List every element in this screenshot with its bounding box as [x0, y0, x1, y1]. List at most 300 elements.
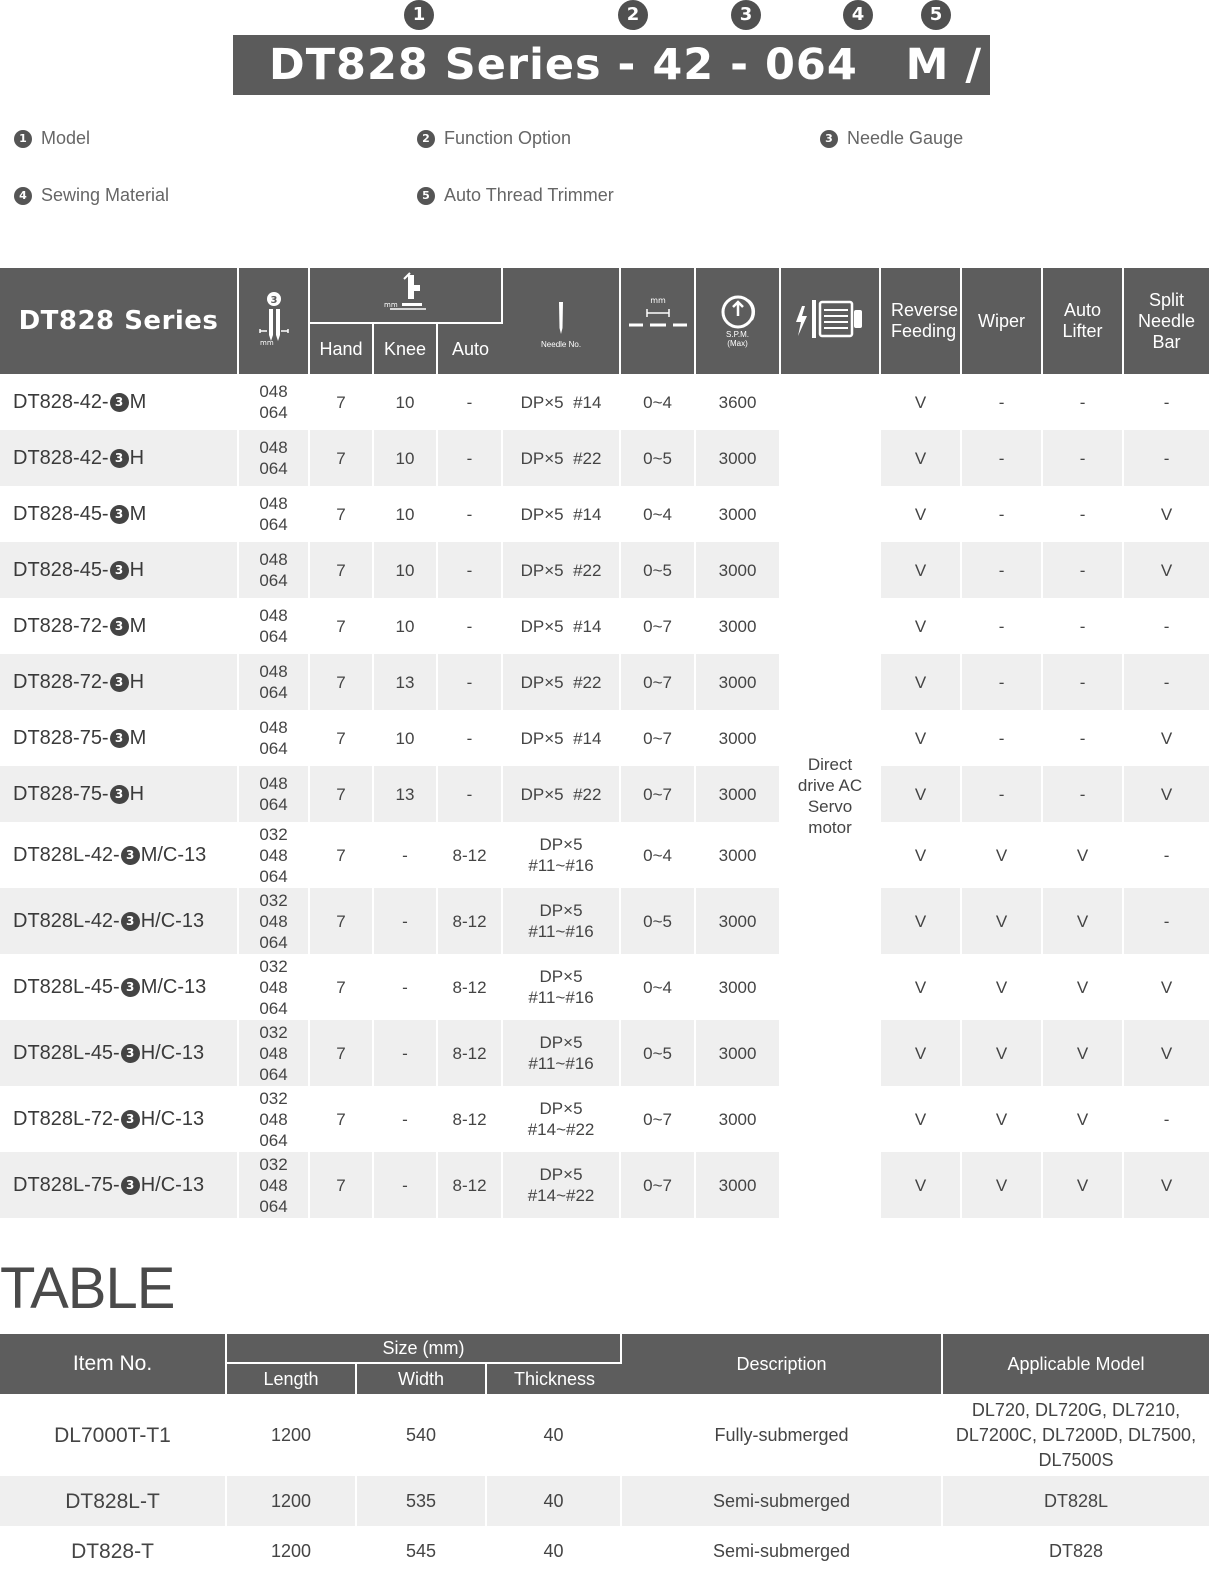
spm-cell: 3000: [696, 542, 781, 598]
stitch-length-cell: 0~4: [621, 486, 696, 542]
legend-label: Needle Gauge: [847, 128, 964, 148]
model-suffix: M: [129, 614, 147, 637]
lift-auto-header: Auto: [438, 324, 503, 374]
table-row: [0, 1152, 1209, 1218]
lift-auto-cell: -: [438, 710, 503, 766]
stitch-length-cell: 0~5: [621, 1020, 696, 1086]
model-suffix: M: [129, 390, 147, 413]
legend-circle: 5: [417, 187, 435, 205]
lift-knee-cell: -: [374, 888, 438, 954]
feature-split-cell: -: [1163, 845, 1170, 865]
legend-sewing-material: [14, 185, 169, 206]
motor-cell: Direct drive AC Servo motor: [781, 374, 881, 1218]
lift-knee-cell: -: [374, 1086, 438, 1152]
needle-cell: [503, 542, 621, 598]
lift-auto-cell: 8-12: [438, 1152, 503, 1218]
needle-value: #11~#16: [528, 922, 594, 941]
lift-auto-cell: -: [438, 766, 503, 822]
gauge-cell: [239, 1152, 310, 1218]
spm-cell: 3000: [696, 766, 781, 822]
feature-rev-cell: V: [881, 1086, 962, 1152]
needle-value: #11~#16: [528, 988, 594, 1007]
needle-cell: [503, 1020, 621, 1086]
lift-unit: mm: [383, 300, 398, 309]
desc-cell: Semi-submerged: [622, 1526, 943, 1576]
spm-cell: 3000: [696, 1152, 781, 1218]
lift-auto-cell: -: [438, 654, 503, 710]
gauge-value: 048: [259, 1175, 288, 1195]
model-prefix: DT828L-45-: [13, 1041, 120, 1064]
lift-hand-cell: 7: [310, 654, 374, 710]
lift-hand-cell: 7: [310, 1086, 374, 1152]
lift-auto-cell: 8-12: [438, 1020, 503, 1086]
model-cell: [0, 598, 239, 654]
feature-split-cell: -: [1163, 392, 1170, 412]
desc-cell: Semi-submerged: [622, 1476, 943, 1526]
lift-hand-cell: 7: [310, 430, 374, 486]
series-header: [0, 268, 239, 374]
code-circle-3: 3: [731, 0, 761, 30]
lift-knee-cell: 10: [374, 430, 438, 486]
model-cell: [0, 430, 239, 486]
feature-wiper-cell: -: [962, 710, 1043, 766]
table-accessory-table: [0, 1334, 1209, 1576]
model-cell: [0, 374, 239, 430]
model-suffix: M: [129, 502, 147, 525]
feature-split-cell: -: [1163, 616, 1170, 636]
needle-value: DP×5 #14: [520, 616, 602, 636]
needle-value: DP×5 #22: [520, 448, 602, 468]
model-prefix: DT828-42-: [13, 446, 109, 469]
gauge-value: 032: [259, 956, 288, 976]
description-header: Description: [622, 1334, 943, 1394]
needle-value: DP×5: [539, 1165, 583, 1184]
gauge-value: 064: [259, 459, 288, 478]
needle-gauge-marker: 3: [110, 673, 129, 692]
lift-hand-cell: 7: [310, 542, 374, 598]
gauge-value: 064: [259, 998, 288, 1018]
gauge-value: 064: [259, 515, 288, 534]
feature-lifter-cell: -: [1043, 374, 1124, 430]
auto-lifter-header: Auto Lifter: [1043, 268, 1124, 374]
gauge-value: 032: [259, 1088, 288, 1108]
model-suffix: H: [129, 446, 145, 469]
gauge-value: 048: [259, 911, 288, 931]
needle-gauge-marker: 3: [110, 561, 129, 580]
gauge-value: 032: [259, 890, 288, 910]
needle-cell: [503, 822, 621, 888]
length-cell: 1200: [227, 1526, 357, 1576]
feature-lifter-cell: V: [1043, 954, 1124, 1020]
feature-lifter-cell: -: [1043, 542, 1124, 598]
lift-hand-cell: 7: [310, 888, 374, 954]
spm-max-label: (Max): [727, 339, 748, 348]
needle-gauge-icon: [254, 291, 294, 347]
legend-auto-thread-trimmer: [417, 185, 614, 206]
model-prefix: DT828-72-: [13, 614, 109, 637]
lift-hand-header: Hand: [310, 324, 374, 374]
needle-value: DP×5: [539, 901, 583, 920]
code-circle-5: 5: [921, 0, 951, 30]
lift-hand-cell: 7: [310, 598, 374, 654]
stitch-length-cell: 0~5: [621, 430, 696, 486]
item-no-header: Item No.: [0, 1334, 227, 1394]
gauge-value: 048: [259, 382, 288, 401]
model-prefix: DT828-75-: [13, 782, 109, 805]
feature-rev-cell: V: [881, 1020, 962, 1086]
code-circle-1: 1: [404, 0, 434, 30]
model-prefix: DT828-72-: [13, 670, 109, 693]
needle-gauge-marker: 3: [121, 1044, 140, 1063]
legend-circle: 3: [820, 130, 838, 148]
model-cell: [0, 542, 239, 598]
spm-cell: 3000: [696, 654, 781, 710]
gauge-value: 048: [259, 1109, 288, 1129]
legend-function-option: [417, 128, 571, 149]
needle-value: #11~#16: [528, 1054, 594, 1073]
lift-knee-cell: 13: [374, 654, 438, 710]
stitch-length-icon: [625, 289, 691, 349]
applicable-model-line: DT828L: [1043, 1490, 1109, 1511]
length-header: Length: [227, 1364, 357, 1394]
model-cell: [0, 822, 239, 888]
feature-wiper-cell: -: [962, 430, 1043, 486]
needle-gauge-marker: 3: [121, 978, 140, 997]
applicable-model-line: DT828: [1048, 1540, 1104, 1561]
feature-lifter-cell: V: [1043, 822, 1124, 888]
spm-cell: 3000: [696, 954, 781, 1020]
lift-knee-cell: 10: [374, 486, 438, 542]
spm-label: S.P.M.: [726, 330, 750, 339]
needle-gauge-marker: 3: [110, 449, 129, 468]
gauge-cell: [239, 1020, 310, 1086]
needle-gauge-marker: 3: [110, 617, 129, 636]
model-prefix: DT828L-45-: [13, 975, 120, 998]
lift-knee-cell: -: [374, 954, 438, 1020]
model-cell: [0, 1086, 239, 1152]
table-section-heading: TABLE: [0, 1256, 175, 1321]
needle-cell: [503, 710, 621, 766]
width-cell: 540: [357, 1394, 487, 1476]
lift-knee-cell: -: [374, 822, 438, 888]
feature-wiper-cell: V: [962, 1086, 1043, 1152]
gauge-value: 064: [259, 403, 288, 422]
gauge-value: 064: [259, 932, 288, 952]
lift-knee-cell: -: [374, 1020, 438, 1086]
model-suffix: H/C-13: [140, 1107, 205, 1130]
needle-label: Needle No.: [541, 339, 582, 349]
spm-cell: 3000: [696, 1020, 781, 1086]
gauge-value: 048: [259, 718, 288, 737]
presser-lift-header: [310, 268, 503, 324]
feature-rev-cell: V: [881, 598, 962, 654]
needle-cell: [503, 954, 621, 1020]
feature-rev-cell: V: [881, 710, 962, 766]
model-cell: [0, 486, 239, 542]
feature-rev-cell: V: [881, 1152, 962, 1218]
feature-lifter-cell: V: [1043, 1086, 1124, 1152]
width-cell: 535: [357, 1476, 487, 1526]
gauge-cell: [239, 542, 310, 598]
lift-knee-cell: -: [374, 1152, 438, 1218]
needle-value: DP×5: [539, 1033, 583, 1052]
lift-knee-cell: 10: [374, 542, 438, 598]
gauge-cell: [239, 654, 310, 710]
stitch-length-header: [621, 268, 696, 374]
lift-hand-cell: 7: [310, 710, 374, 766]
thickness-cell: 40: [487, 1526, 622, 1576]
table-row: [0, 766, 1209, 822]
lift-knee-cell: 10: [374, 374, 438, 430]
legend-needle-gauge: [820, 128, 963, 149]
table-row: [0, 888, 1209, 954]
needle-cell: [503, 430, 621, 486]
needle-value: #11~#16: [528, 856, 594, 875]
thickness-cell: 40: [487, 1394, 622, 1476]
table-row: [0, 430, 1209, 486]
lift-auto-cell: -: [438, 430, 503, 486]
length-cell: 1200: [227, 1476, 357, 1526]
stitch-length-cell: 0~7: [621, 654, 696, 710]
feature-wiper-cell: V: [962, 888, 1043, 954]
gauge-unit: mm: [259, 338, 274, 347]
needle-gauge-marker: 3: [110, 505, 129, 524]
legend-label: Sewing Material: [41, 185, 170, 205]
applicable-model-line: DL7500S: [1038, 1449, 1114, 1470]
width-header: Width: [357, 1364, 487, 1394]
applicable-model-cell: [943, 1526, 1209, 1576]
model-suffix: M: [129, 726, 147, 749]
needle-cell: [503, 888, 621, 954]
needle-value: #14~#22: [527, 1186, 595, 1205]
table-row: [0, 822, 1209, 888]
model-suffix: M/C-13: [140, 843, 207, 866]
spec-table: [0, 268, 1209, 1218]
gauge-cell: [239, 766, 310, 822]
gauge-value: 048: [259, 977, 288, 997]
gauge-value: 032: [259, 1154, 288, 1174]
gauge-value: 064: [259, 1196, 288, 1216]
gauge-cell: [239, 822, 310, 888]
gauge-cell: [239, 954, 310, 1020]
gauge-value: 048: [259, 494, 288, 513]
feature-split-cell: -: [1124, 888, 1209, 954]
model-cell: [0, 888, 239, 954]
size-header: Size (mm): [227, 1334, 622, 1364]
legend-label: Model: [41, 128, 91, 148]
feature-lifter-cell: -: [1043, 654, 1124, 710]
series-title: DT828 Series: [18, 306, 219, 336]
table-row: [0, 374, 1209, 430]
code-circle-2: 2: [618, 0, 648, 30]
gauge-value: 064: [259, 739, 288, 758]
table-row: [0, 1476, 1209, 1526]
gauge-value: 032: [259, 1022, 288, 1042]
feature-rev-cell: V: [881, 486, 962, 542]
legend-circle: 1: [14, 130, 32, 148]
feature-split-cell: V: [1124, 1152, 1209, 1218]
gauge-cell: [239, 888, 310, 954]
feature-wiper-cell: V: [962, 822, 1043, 888]
table-row: [0, 1526, 1209, 1576]
feature-split-cell: V: [1160, 504, 1173, 524]
needle-header: [503, 268, 621, 374]
lift-hand-cell: 7: [310, 954, 374, 1020]
needle-icon: [541, 300, 581, 340]
needle-value: DP×5: [539, 1099, 583, 1118]
gauge-value: 064: [259, 866, 288, 886]
thickness-cell: 40: [487, 1476, 622, 1526]
feature-split-cell: V: [1124, 1020, 1209, 1086]
gauge-value: 048: [259, 774, 288, 793]
model-suffix: M/C-13: [140, 975, 207, 998]
gauge-value: 032: [259, 824, 288, 844]
model-code-banner: DT828 Series - 42 - 064 M / C: [233, 35, 990, 95]
wiper-header: Wiper: [962, 268, 1043, 374]
stitch-length-cell: 0~7: [621, 1152, 696, 1218]
gauge-value: 064: [259, 1064, 288, 1084]
feature-wiper-cell: V: [962, 1152, 1043, 1218]
lift-hand-cell: 7: [310, 1152, 374, 1218]
needle-value: DP×5 #14: [520, 392, 602, 412]
item-no-cell: DT828-T: [0, 1526, 227, 1576]
needle-value: #14~#22: [527, 1120, 595, 1139]
lift-auto-cell: -: [438, 486, 503, 542]
feature-lifter-cell: -: [1043, 710, 1124, 766]
applicable-model-cell: [943, 1476, 1209, 1526]
gauge-value: 048: [259, 1043, 288, 1063]
model-cell: [0, 654, 239, 710]
feature-split-cell: V: [1124, 766, 1209, 822]
thickness-header: Thickness: [487, 1364, 622, 1394]
lift-hand-cell: 7: [310, 822, 374, 888]
model-suffix: H: [129, 670, 145, 693]
table-row: [0, 710, 1209, 766]
feature-wiper-cell: -: [962, 766, 1043, 822]
spm-cell: 3000: [696, 598, 781, 654]
legend-label: Auto Thread Trimmer: [444, 185, 614, 205]
feature-wiper-cell: -: [962, 542, 1043, 598]
needle-cell: [503, 654, 621, 710]
feature-rev-cell: V: [881, 374, 962, 430]
needle-value: DP×5 #14: [520, 728, 602, 748]
lift-hand-cell: 7: [310, 766, 374, 822]
lift-knee-cell: 10: [374, 710, 438, 766]
needle-cell: [503, 1152, 621, 1218]
stitch-length-cell: 0~5: [621, 888, 696, 954]
needle-gauge-marker: 3: [121, 912, 140, 931]
motor-header: [781, 268, 881, 374]
needle-cell: [503, 766, 621, 822]
model-suffix: H: [129, 558, 145, 581]
needle-gauge-marker: 3: [110, 785, 129, 804]
gauge-cell: [239, 430, 310, 486]
model-prefix: DT828-75-: [13, 726, 109, 749]
lift-auto-cell: 8-12: [438, 822, 503, 888]
model-prefix: DT828-45-: [13, 558, 109, 581]
feature-split-cell: V: [1160, 728, 1173, 748]
desc-cell: Fully-submerged: [622, 1394, 943, 1476]
gauge-value: 064: [259, 795, 288, 814]
lift-hand-cell: 7: [310, 1020, 374, 1086]
feature-split-cell: -: [1124, 430, 1209, 486]
length-cell: 1200: [227, 1394, 357, 1476]
gauge-value: 064: [259, 627, 288, 646]
legend-label: Function Option: [444, 128, 572, 148]
width-cell: 545: [357, 1526, 487, 1576]
item-no-cell: DT828L-T: [0, 1476, 227, 1526]
model-prefix: DT828-45-: [13, 502, 109, 525]
needle-gauge-marker: 3: [121, 846, 140, 865]
model-prefix: DT828-42-: [13, 390, 109, 413]
lift-hand-cell: 7: [310, 486, 374, 542]
needle-cell: [503, 598, 621, 654]
lift-auto-cell: -: [438, 374, 503, 430]
model-prefix: DT828L-42-: [13, 909, 120, 932]
feature-wiper-cell: V: [962, 954, 1043, 1020]
model-cell: [0, 766, 239, 822]
spm-cell: 3000: [696, 888, 781, 954]
gauge-value: 064: [259, 683, 288, 702]
model-prefix: DT828L-72-: [13, 1107, 120, 1130]
spm-cell: 3000: [696, 430, 781, 486]
feature-lifter-cell: -: [1043, 430, 1124, 486]
gauge-cell: [239, 486, 310, 542]
gauge-cell: [239, 1086, 310, 1152]
feature-lifter-cell: V: [1043, 1152, 1124, 1218]
model-cell: [0, 1020, 239, 1086]
presser-foot-lift-icon: [376, 271, 436, 315]
legend-circle: 2: [417, 130, 435, 148]
needle-value: DP×5: [539, 835, 583, 854]
feature-rev-cell: V: [881, 654, 962, 710]
applicable-model-header: Applicable Model: [943, 1334, 1209, 1394]
gauge-value: 048: [259, 550, 288, 569]
table-row: [0, 598, 1209, 654]
spm-cell: 3600: [696, 374, 781, 430]
model-cell: [0, 954, 239, 1020]
lift-auto-cell: -: [438, 598, 503, 654]
model-cell: [0, 1152, 239, 1218]
gauge-value: 064: [259, 571, 288, 590]
needle-value: DP×5 #22: [520, 560, 602, 580]
needle-value: DP×5 #22: [520, 672, 602, 692]
model-suffix: H/C-13: [140, 1041, 205, 1064]
speed-gauge-icon: [716, 294, 760, 330]
feature-rev-cell: V: [881, 822, 962, 888]
gauge-value: 048: [259, 662, 288, 681]
table-row: [0, 654, 1209, 710]
needle-value: DP×5: [539, 967, 583, 986]
gauge-value: 048: [259, 438, 288, 457]
applicable-model-line: DL720, DL720G, DL7210,: [971, 1399, 1181, 1420]
table-row: [0, 954, 1209, 1020]
lift-auto-cell: 8-12: [438, 1086, 503, 1152]
needle-value: DP×5 #22: [520, 784, 602, 804]
feature-lifter-cell: -: [1043, 766, 1124, 822]
applicable-model-line: DL7200C, DL7200D, DL7500,: [955, 1424, 1197, 1445]
needle-cell: [503, 486, 621, 542]
table-row: [0, 542, 1209, 598]
stitch-length-cell: 0~4: [621, 954, 696, 1020]
feature-wiper-cell: V: [962, 1020, 1043, 1086]
feature-wiper-cell: -: [962, 654, 1043, 710]
stitch-length-cell: 0~7: [621, 1086, 696, 1152]
model-suffix: H/C-13: [140, 909, 205, 932]
lift-auto-cell: -: [438, 542, 503, 598]
feature-split-cell: -: [1163, 1109, 1170, 1129]
lift-hand-cell: 7: [310, 374, 374, 430]
